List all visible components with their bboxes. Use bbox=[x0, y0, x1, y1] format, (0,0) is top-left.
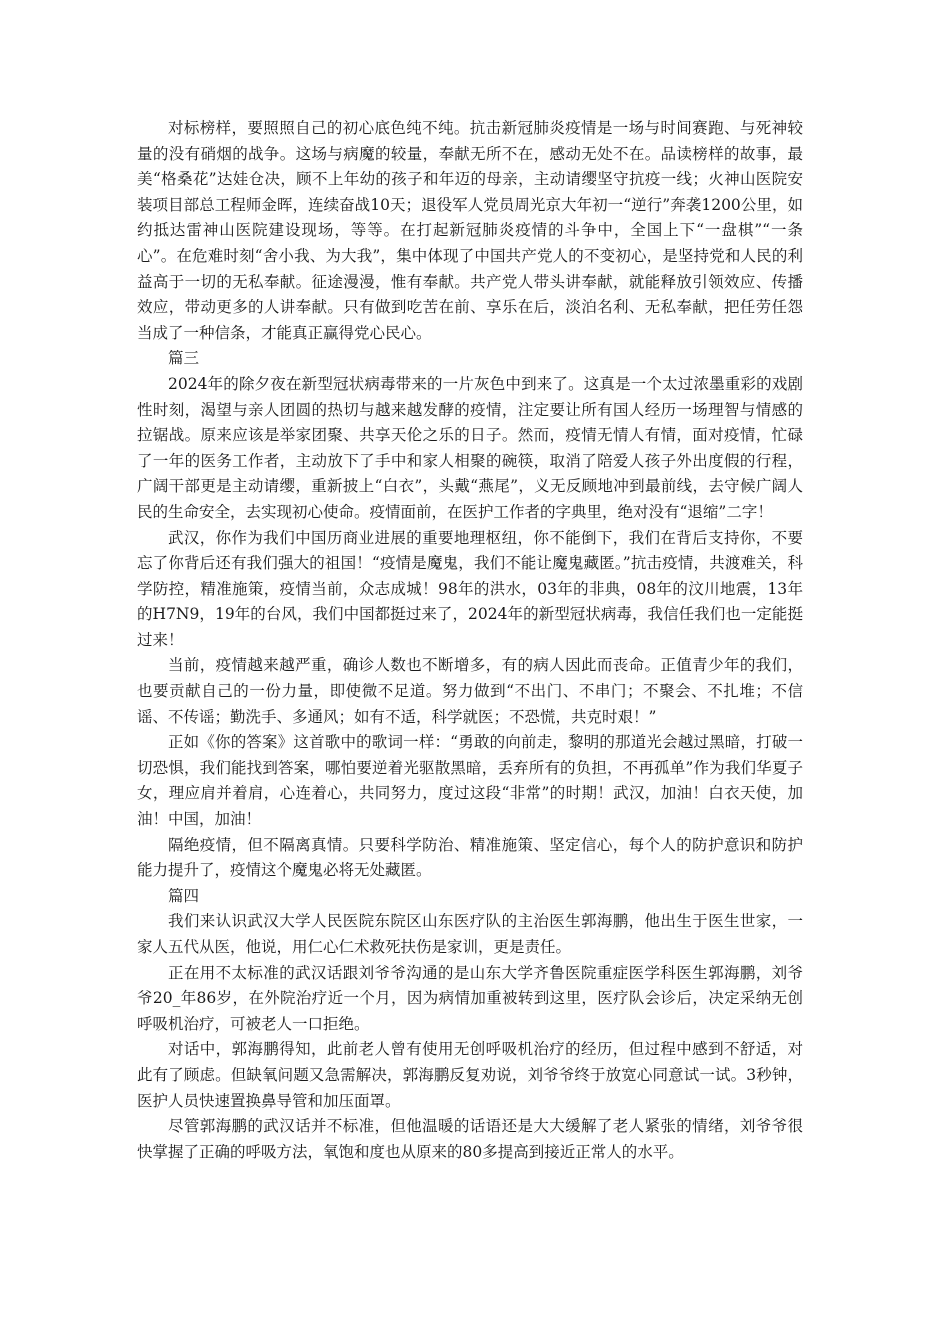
paragraph-2: 2024年的除夕夜在新型冠状病毒带来的一片灰色中到来了。这真是一个太过浓墨重彩的戏剧性时刻，渴望与亲人团圆的热切与越来越发酵的疫情，注定要让所有国人经历一场理智与情感的拉锯战。原来应该是举家团聚、共享天伦之乐的日子。然而，疫情无情人有情，面对疫情，忙碌了一年的医务工作者，主动放下了手中和家人相聚的碗筷，取消了陪爱人孩子外出度假的行程，广阔干部更是主动请缨，重新披上“白衣”，头戴“燕尾”，义无反顾地冲到最前线，去守候广阔人民的生命安全，去实现初心使命。疫情面前，在医护工作者的字典里，绝对没有“退缩”二字！ bbox=[137, 374, 803, 521]
paragraph-7: 我们来认识武汉大学人民医院东院区山东医疗队的主治医生郭海鹏，他出生于医生世家，一家人五代从医，他说，用仁心仁术救死扶伤是家训，更是责任。 bbox=[137, 912, 803, 956]
paragraph-9: 对话中，郭海鹏得知，此前老人曾有使用无创呼吸机治疗的经历，但过程中感到不舒适，对此有了顾虑。但缺氧问题又急需解决，郭海鹏反复劝说，刘爷爷终于放宽心同意试一试。3秒钟，医护人员快速置换鼻导管和加压面罩。 bbox=[137, 1040, 803, 1110]
paragraph-4: 当前，疫情越来越严重，确诊人数也不断增多，有的病人因此而丧命。正值青少年的我们，也要贡献自己的一份力量，即使微不足道。努力做到“不出门、不串门；不聚会、不扎堆；不信谣、不传谣；勤洗手、多通风；如有不适，科学就医；不恐慌，共克时艰！” bbox=[137, 656, 803, 726]
paragraph-8: 正在用不太标准的武汉话跟刘爷爷沟通的是山东大学齐鲁医院重症医学科医生郭海鹏，刘爷爷20_年86岁，在外院治疗近一个月，因为病情加重被转到这里，医疗队会诊后，决定采纳无创呼吸机治疗，可被老人一口拒绝。 bbox=[137, 963, 803, 1033]
document-page bbox=[137, 116, 803, 1165]
paragraph-10: 尽管郭海鹏的武汉话并不标准，但他温暖的话语还是大大缓解了老人紧张的情绪，刘爷爷很快掌握了正确的呼吸方法，氧饱和度也从原来的80多提高到接近正常人的水平。 bbox=[137, 1117, 803, 1161]
paragraph-5: 正如《你的答案》这首歌中的歌词一样：“勇敢的向前走，黎明的那道光会越过黑暗，打破一切恐惧，我们能找到答案，哪怕要逆着光驱散黑暗，丢弃所有的负担，不再孤单”作为我们华夏子女，理应肩并着肩，心连着心，共同努力，度过这段“非常”的时期！武汉，加油！白衣天使，加油！中国，加油！ bbox=[137, 733, 803, 829]
paragraph-6: 隔绝疫情，但不隔离真情。只要科学防治、精准施策、坚定信心，每个人的防护意识和防护能力提升了，疫情这个魔鬼必将无处藏匿。 bbox=[137, 835, 803, 880]
section-heading-4: 篇四 bbox=[168, 886, 200, 905]
paragraph-1: 对标榜样，要照照自己的初心底色纯不纯。抗击新冠肺炎疫情是一场与时间赛跑、与死神较量的没有硝烟的战争。这场与病魔的较量，奉献无所不在，感动无处不在。品读榜样的故事，最美“格桑花”达娃仓决，顾不上年幼的孩子和年迈的母亲，主动请缨坚守抗疫一线；火神山医院安装项目部总工程师金晖，连续奋战10天；退役军人党员周光京大年初一“逆行”奔袭1200公里，如约抵达雷神山医院建设现场，等等。在打起新冠肺炎疫情的斗争中，全国上下“一盘棋”“一条心”。在危难时刻“舍小我、为大我”，集中体现了中国共产党人的不变初心，是坚持党和人民的利益高于一切的无私奉献。征途漫漫，惟有奉献。共产党人带头讲奉献，就能释放引领效应、传播效应，带动更多的人讲奉献。只有做到吃苦在前、享乐在后，淡泊名利、无私奉献，把任劳任怨当成了一种信条，才能真正赢得党心民心。 bbox=[137, 119, 803, 342]
paragraph-3: 武汉，你作为我们中国历商业进展的重要地理枢纽，你不能倒下，我们在背后支持你，不要忘了你背后还有我们强大的祖国！“疫情是魔鬼，我们不能让魔鬼藏匿。”抗击疫情，共渡难关，科学防控，精准施策，疫情当前，众志成城！98年的洪水，03年的非典，08年的汶川地震，13年的H7N9，19年的台风，我们中国都挺过来了，2024年的新型冠状病毒，我信任我们也一定能挺过来！ bbox=[137, 528, 803, 649]
section-heading-3: 篇三 bbox=[168, 349, 200, 368]
